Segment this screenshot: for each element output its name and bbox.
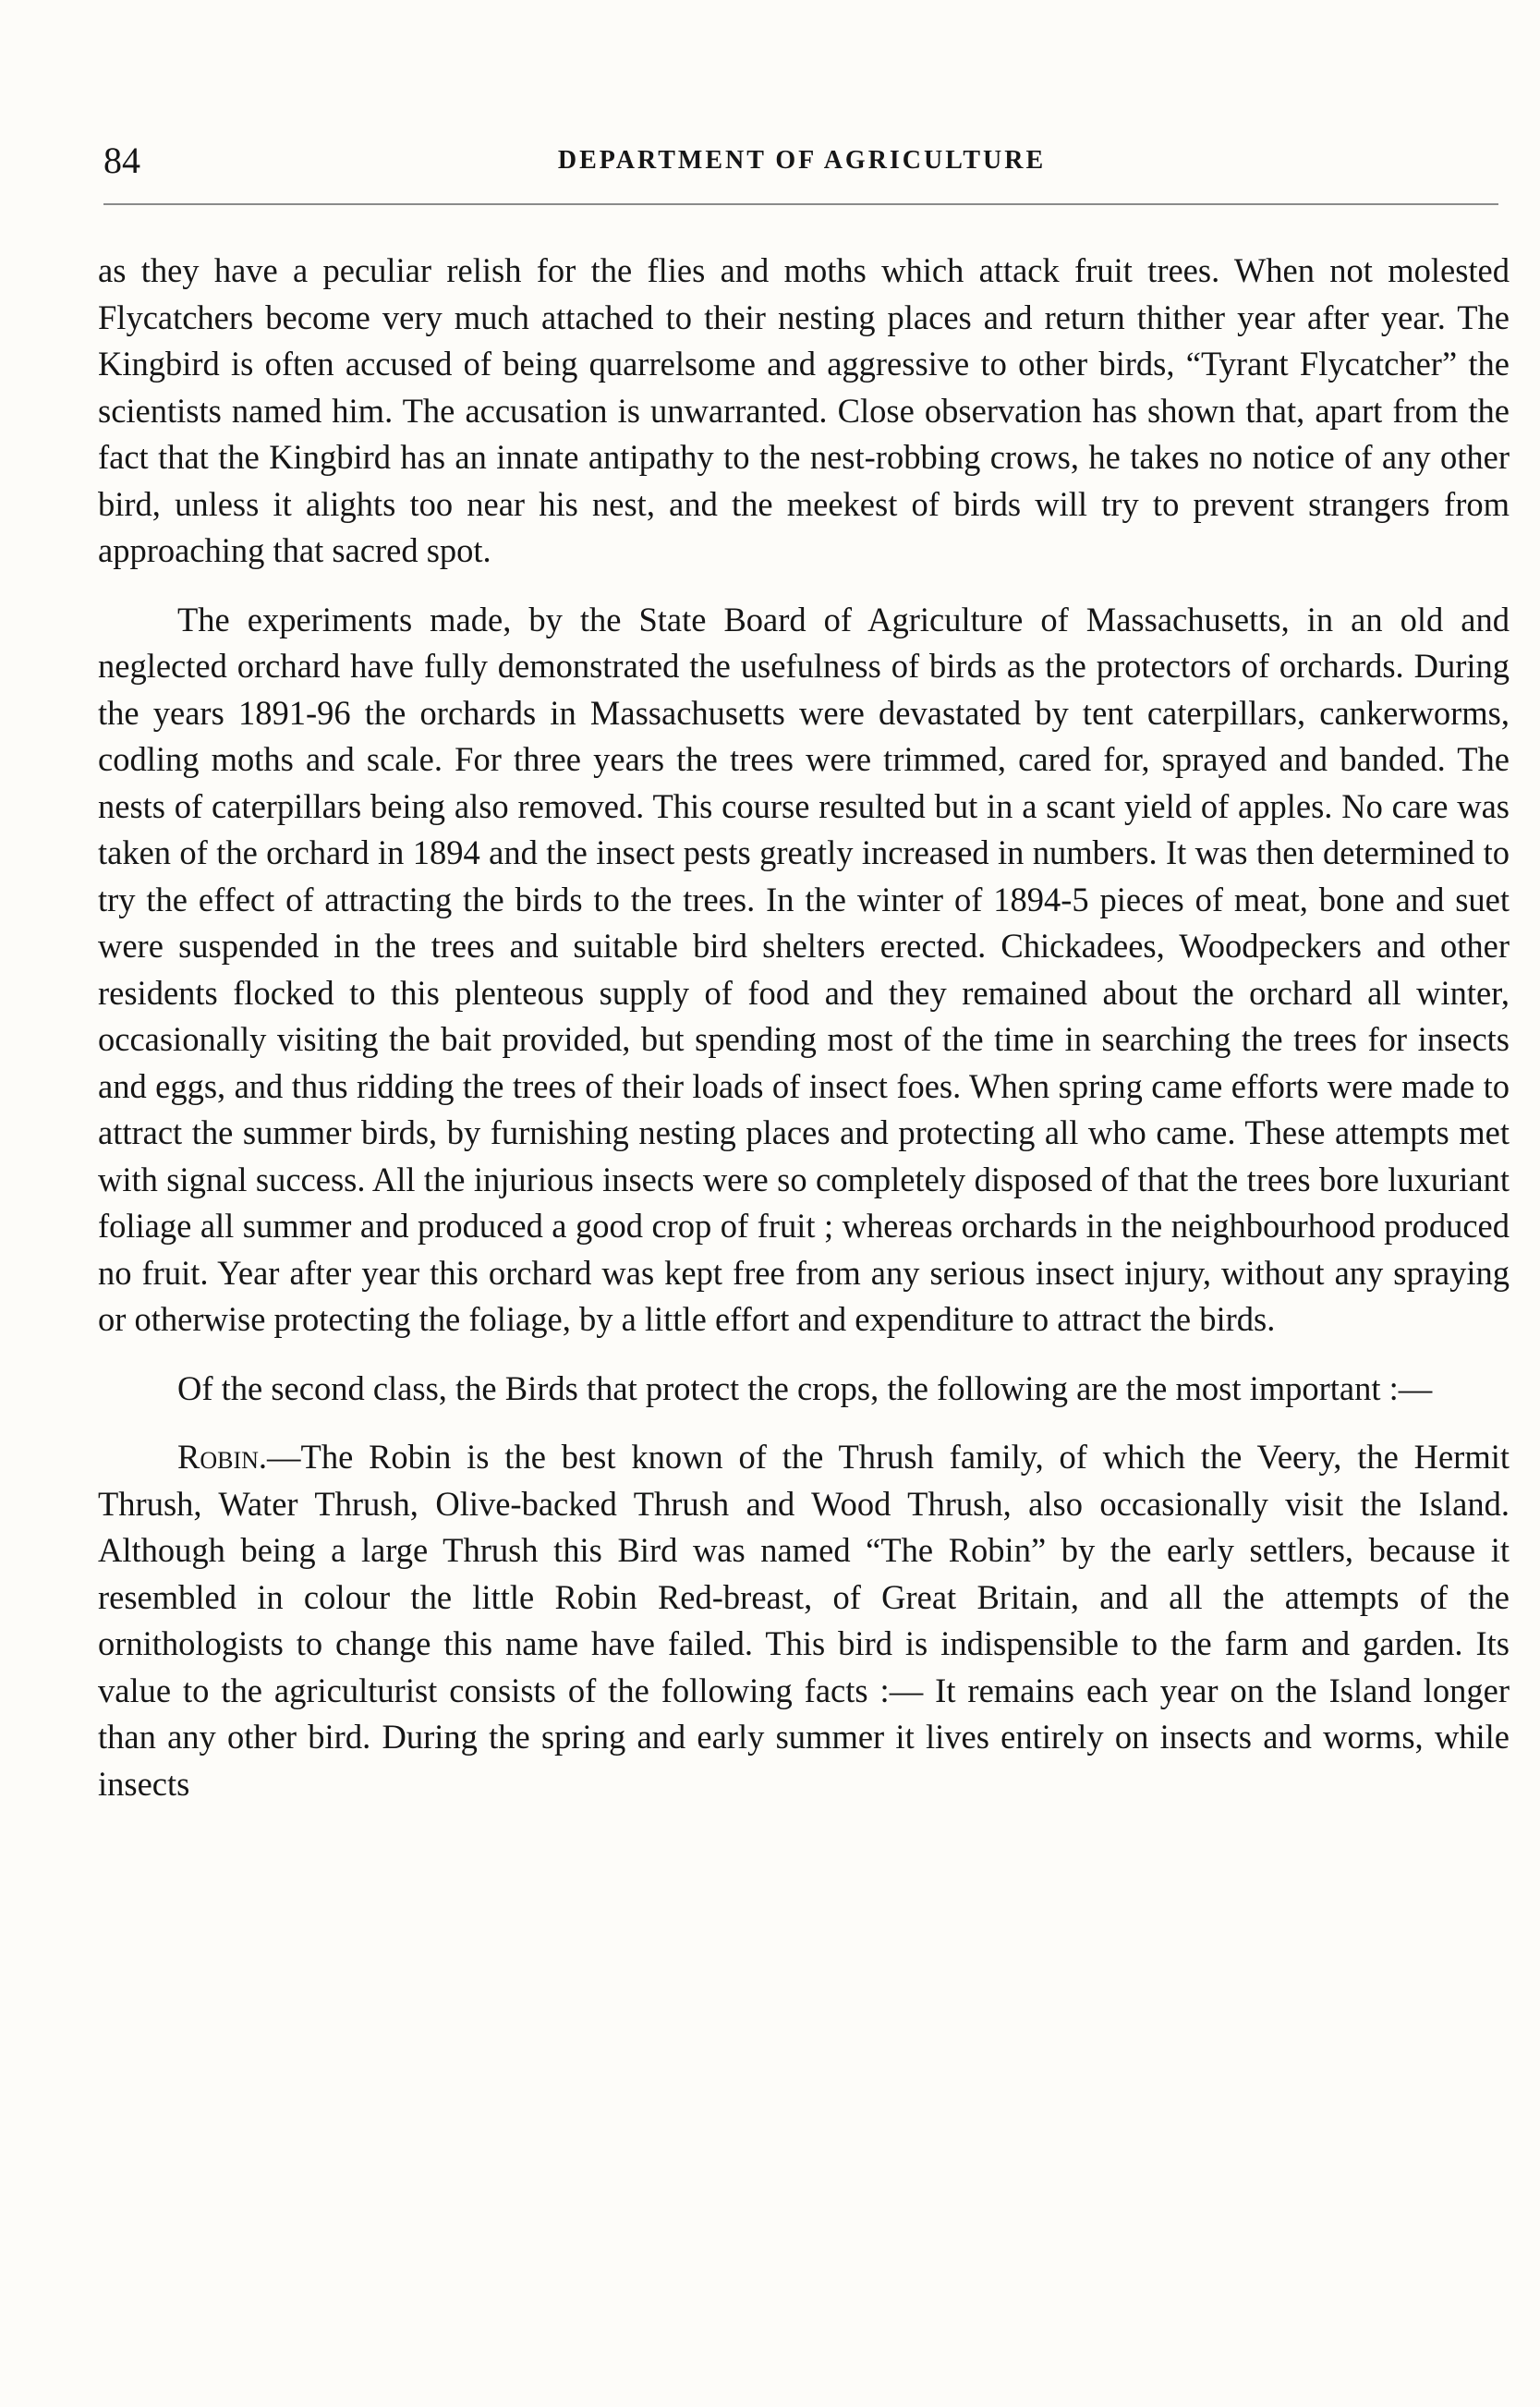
- robin-heading: Robin.: [177, 1438, 268, 1476]
- page-number: 84: [103, 140, 140, 181]
- running-head: DEPARTMENT OF AGRICULTURE: [557, 146, 1047, 175]
- paragraph-massachusetts-experiment: The experiments made, by the State Board of Agriculture of Massachusetts, in an old and neglected orchard have fully demonstrated the usefulness of birds as the protectors of orchards. During the years 1891-96 the orchards in Massachusetts were devastated by tent caterpillars, cankerworms, codling moths and scale. For three years the trees were trimmed, cared for, sprayed and banded. The nests of caterpillars being also removed. This course resulted but in a scant yield of apples. No care was taken of the orchard in 1894 and the insect pests greatly increased in numbers. It was then determined to try the effect of attracting the birds to the trees. In the winter of 1894-5 pieces of meat, bone and suet were suspended in the trees and suitable bird shelters erected. Chickadees, Woodpeckers and other residents flocked to this plenteous supply of food and they remained about the orchard all winter, occasionally visiting the bait provided, but spending most of the time in searching the trees for insects and eggs, and thus ridding the trees of their loads of insect foes. When spring came efforts were made to attract the summer birds, by furnishing nesting places and protecting all who came. These attempts met with signal success. All the injurious insects were so completely disposed of that the trees bore luxuriant foliage all summer and produced a good crop of fruit ; whereas orchards in the neighbourhood produced no fruit. Year after year this orchard was kept free from any serious insect injury, without any spraying or otherwise protecting the foliage, by a little effort and expenditure to attract the birds.: [98, 600, 1510, 1338]
- paragraph-second-class: Of the second class, the Birds that protect the crops, the following are the most important :—: [177, 1368, 1433, 1407]
- robin-text: —The Robin is the best known of the Thrush family, of which the Veery, the Hermit Thrush, Water Thrush, Olive-backed Thrush and Wood Thrush, also occasionally visit the Island. Although being a large Thrush this Bird was named “The Robin” by the early settlers, because it resembled in colour the little Robin Red-breast, of Great Britain, and all the attempts of the ornithologists to change this name have failed. This bird is indispensible to the farm and garden. Its value to the agriculturist consists of the following facts :— It remains each year on the Island longer than any other bird. During the spring and early summer it lives entirely on insects and worms, while insects: [98, 1438, 1510, 1803]
- paragraph-robin: [98, 1434, 1510, 1807]
- header-rule: [103, 203, 1498, 205]
- body-text: [98, 248, 1510, 1807]
- paragraph-flycatchers: as they have a peculiar relish for the flies and moths which attack fruit trees. When not molested Flycatchers become very much attached to their nesting places and return thither year after year. The Kingbird is often accused of being quarrelsome and aggressive to other birds, “Tyrant Flycatcher” the scientists named him. The accusation is unwarranted. Close observation has shown that, apart from the fact that the Kingbird has an innate antipathy to the nest-robbing crows, he takes no notice of any other bird, unless it alights too near his nest, and the meekest of birds will try to prevent strangers from approaching that sacred spot.: [98, 251, 1510, 569]
- page-header: [100, 137, 1504, 192]
